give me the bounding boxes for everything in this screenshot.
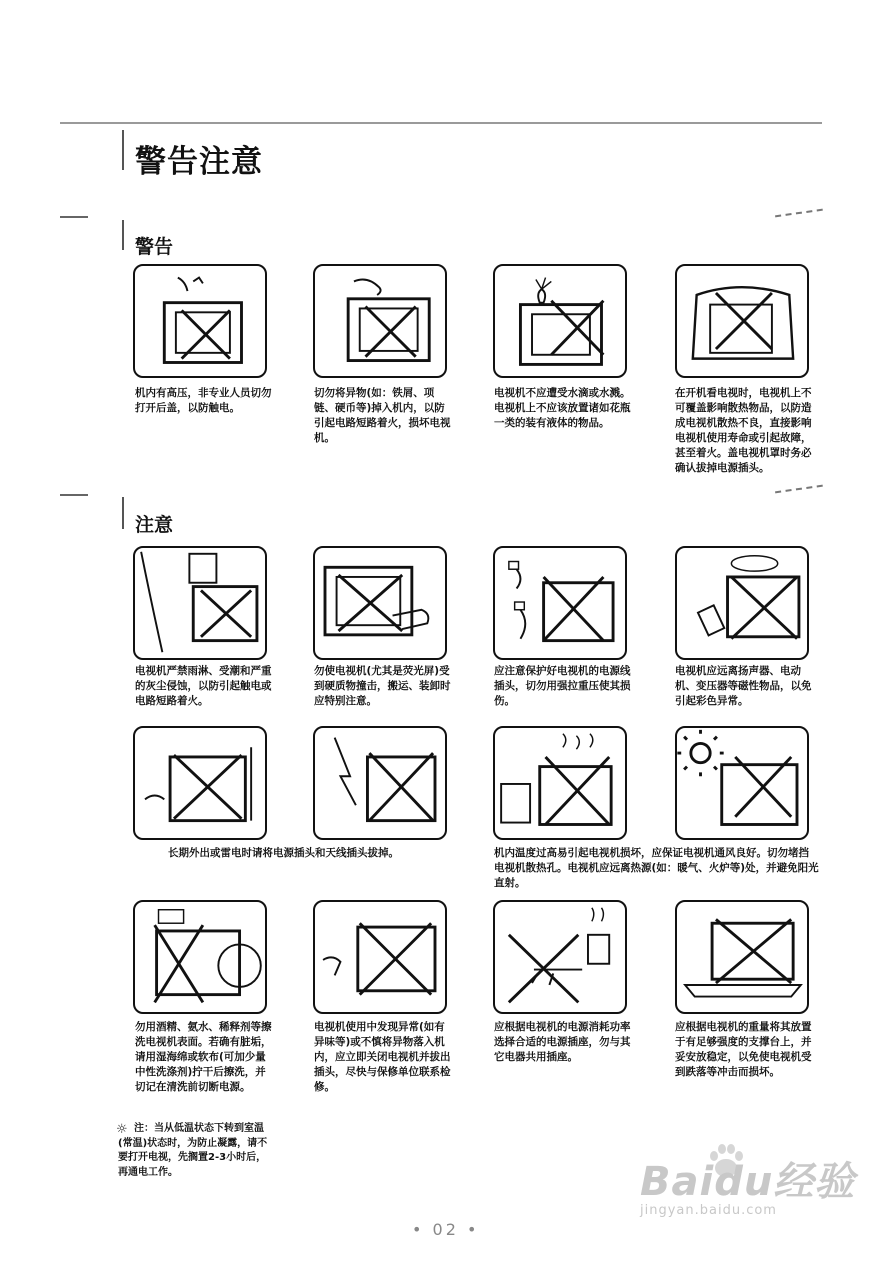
section-heading-warning: 警告	[135, 236, 174, 258]
warning-caption-3: 电视机不应遭受水滴或水溅。电视机上不应该放置诸如花瓶一类的装有液体的物品。	[494, 387, 631, 429]
caution-illustration-12	[675, 900, 809, 1014]
caution-illustration-1	[133, 546, 267, 660]
warning-caption-2: 切勿将异物(如：铁屑、项链、硬币等)掉入机内，以防引起电路短路着火，损坏电视机。	[314, 387, 451, 444]
caution-caption-12: 应根据电视机的重量将其放置于有足够强度的支撑台上，并妥安放稳定，以免使电视机受到跌落等冲击而损坏。	[675, 1021, 812, 1078]
top-rule	[60, 122, 822, 124]
caution-caption-1: 电视机严禁雨淋、受潮和严重的灰尘侵蚀，以防引起触电或电路短路着火。	[135, 665, 272, 707]
watermark-url: jingyan.baidu.com	[640, 1203, 777, 1218]
caution-caption-10: 电视机使用中发现异常(如有异味等)或不慎将异物落入机内，应立即关闭电视机并拔出插头，尽快与保修单位联系检修。	[314, 1021, 451, 1093]
page-number: • 02 •	[412, 1220, 480, 1239]
warning-illustration-2	[313, 264, 447, 378]
title-bar	[122, 130, 124, 170]
caution-illustration-7	[493, 726, 627, 840]
caution-illustration-4	[675, 546, 809, 660]
warning-caption-4: 在开机看电视时，电视机上不可覆盖影响散热物品，以防造成电视机散热不良，直接影响电视机使用寿命或引起故障，甚至着火。盖电视机罩时务必确认拔掉电源插头。	[675, 387, 812, 474]
caution-illustration-11	[493, 900, 627, 1014]
caution-caption-11: 应根据电视机的电源消耗功率选择合适的电源插座，勿与其它电器共用插座。	[494, 1021, 631, 1063]
caution-illustration-2	[313, 546, 447, 660]
page-title: 警告注意	[135, 144, 263, 180]
section-bar	[122, 220, 124, 250]
caution-illustration-3	[493, 546, 627, 660]
section-heading-caution: 注意	[135, 514, 174, 536]
section-bar	[122, 497, 124, 529]
caution-caption-9: 勿用酒精、氨水、稀释剂等擦洗电视机表面。若确有脏垢，请用湿海绵或软布(可加少量中性洗涤剂)拧干后擦洗，并切记在清洗前切断电源。	[135, 1021, 272, 1093]
caution-illustration-8	[675, 726, 809, 840]
sun-icon: ☼	[116, 1122, 128, 1137]
caution-caption-4: 电视机应远离扬声器、电动机、变压器等磁性物品，以免引起彩色异常。	[675, 665, 812, 707]
caution-caption-3: 应注意保护好电视机的电源线插头，切勿用强拉重压使其损伤。	[494, 665, 631, 707]
dash-decoration	[775, 209, 823, 219]
caution-illustration-6	[313, 726, 447, 840]
note-text: 注：当从低温状态下转到室温(常温)状态时，为防止凝露，请不要打开电视，先搁置2-3小时后，再通电工作。	[118, 1123, 268, 1178]
section-marker	[60, 494, 88, 496]
warning-illustration-3	[493, 264, 627, 378]
caution-illustration-10	[313, 900, 447, 1014]
caution-caption-6: 机内温度过高易引起电视机损坏，应保证电视机通风良好。切勿堵挡电视机散热孔。电视机应远离热源(如：暖气、火炉等)处，并避免阳光直射。	[494, 847, 819, 889]
caution-caption-2: 勿使电视机(尤其是荧光屏)受到硬质物撞击，搬运、装卸时应特别注意。	[314, 665, 451, 707]
caution-illustration-5	[133, 726, 267, 840]
warning-illustration-1	[133, 264, 267, 378]
dash-decoration	[775, 485, 823, 495]
watermark	[640, 1150, 855, 1218]
caution-illustration-9	[133, 900, 267, 1014]
section-marker	[60, 216, 88, 218]
warning-illustration-4	[675, 264, 809, 378]
warning-caption-1: 机内有高压，非专业人员切勿打开后盖，以防触电。	[135, 387, 272, 414]
caution-caption-5: 长期外出或雷电时请将电源插头和天线插头拔掉。	[168, 847, 399, 859]
watermark-brand: Baidu经验	[640, 1159, 856, 1205]
